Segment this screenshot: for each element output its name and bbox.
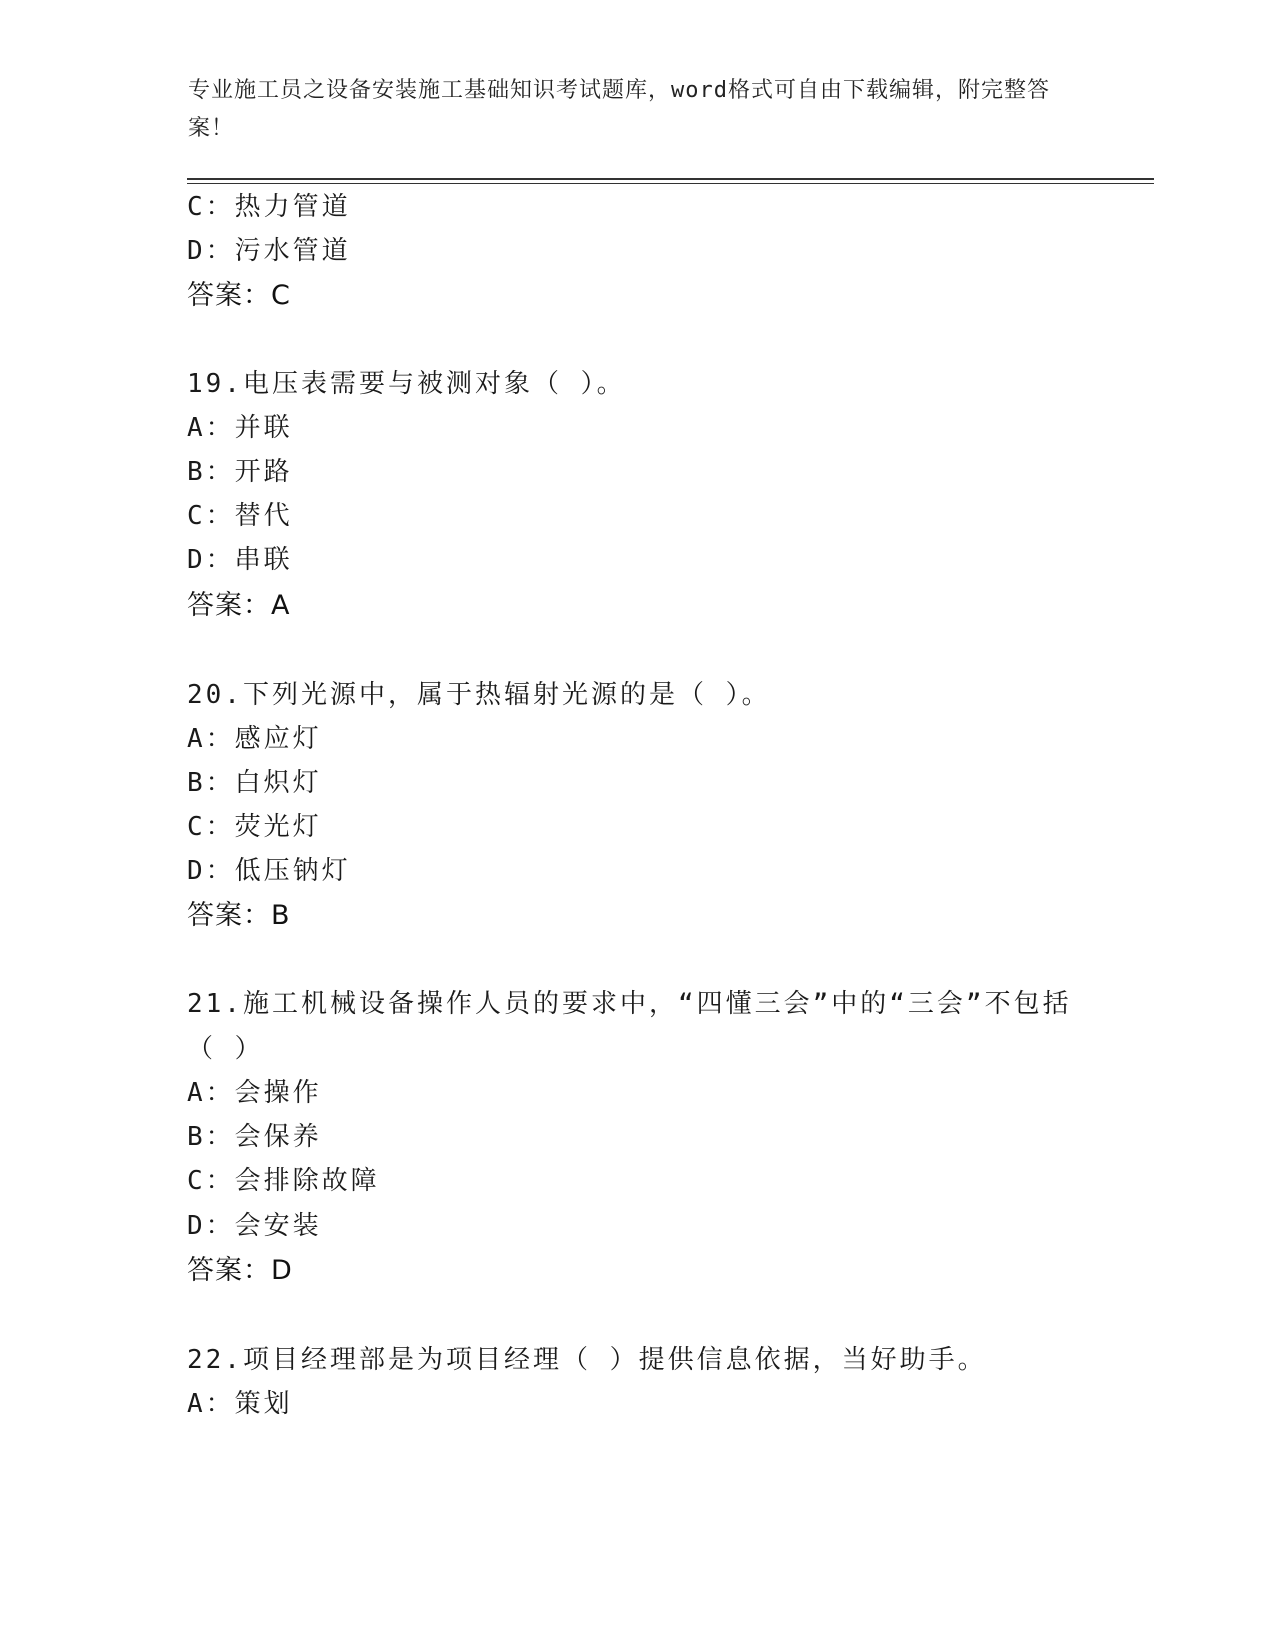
option-d: D：低压钠灯 <box>187 856 351 886</box>
option-a: A：感应灯 <box>187 724 322 754</box>
question-stem: 21.施工机械设备操作人员的要求中，“四懂三会”中的“三会”不包括（ ） <box>187 989 1072 1064</box>
option-b: B：白炽灯 <box>187 768 322 798</box>
document-header: 专业施工员之设备安装施工基础知识考试题库，word格式可自由下载编辑，附完整答案！ <box>188 78 1050 141</box>
option-c: C：荧光灯 <box>187 812 322 842</box>
question-stem: 22.项目经理部是为项目经理（ ）提供信息依据，当好助手。 <box>187 1345 987 1375</box>
option-c: C：会排除故障 <box>187 1166 380 1196</box>
answer-line: 答案：D <box>187 1255 293 1286</box>
header-divider-thick <box>187 178 1154 180</box>
option-d: D：污水管道 <box>187 236 351 266</box>
answer-line: 答案：C <box>187 280 291 311</box>
option-c: C：热力管道 <box>187 192 351 222</box>
option-c: C：替代 <box>187 501 293 531</box>
answer-line: 答案：B <box>187 900 291 931</box>
option-a: A：会操作 <box>187 1078 322 1108</box>
header-divider-thin <box>187 183 1154 184</box>
option-d: D：会安装 <box>187 1211 322 1241</box>
option-a: A：并联 <box>187 413 293 443</box>
question-stem: 19.电压表需要与被测对象（ ）。 <box>187 369 626 399</box>
option-b: B：会保养 <box>187 1122 322 1152</box>
question-stem: 20.下列光源中，属于热辐射光源的是（ ）。 <box>187 680 771 710</box>
answer-line: 答案：A <box>187 590 291 621</box>
option-b: B：开路 <box>187 457 293 487</box>
option-d: D：串联 <box>187 545 293 575</box>
option-a: A：策划 <box>187 1389 293 1419</box>
